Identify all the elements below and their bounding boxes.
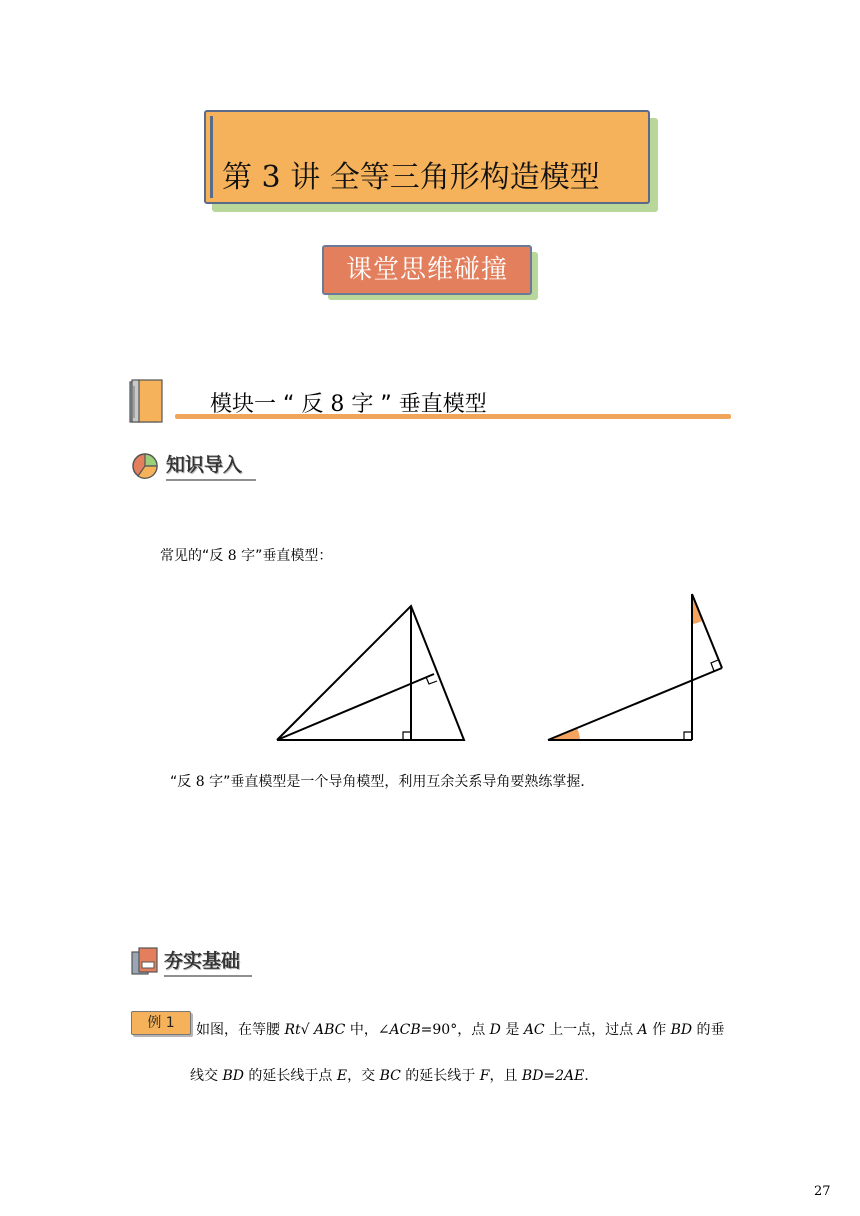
summary-text-after: 字”垂直模型是一个导角模型，利用互余关系导角要熟练掌握． [204, 774, 595, 790]
line2-run: 的延长线于点 [243, 1068, 337, 1084]
title-banner [204, 110, 650, 204]
line1-run: √ [300, 1022, 314, 1038]
section-basic-label: 夯实基础 [164, 950, 241, 972]
example-line-2 [190, 1066, 598, 1086]
module-title-part1: 模块一 “ 反 [210, 392, 331, 417]
line1-run: 作 [647, 1022, 671, 1038]
page-number: 27 [814, 1184, 831, 1199]
section-intro-underline [166, 479, 256, 481]
example-line-1 [196, 1020, 725, 1040]
line2-run: ，交 [347, 1068, 380, 1084]
line1-run: 的垂 [692, 1022, 725, 1038]
classroom-banner: 课堂思维碰撞 [322, 245, 532, 295]
figure-reverse-8-left [270, 600, 470, 745]
figure-reverse-8-right [540, 588, 730, 748]
module-title-number: 8 [330, 392, 345, 417]
line1-run: =90° [420, 1022, 458, 1038]
line1-run: BD [670, 1022, 693, 1038]
figure1-right-angle-mark-2 [426, 677, 437, 684]
line1-run: AC [523, 1022, 545, 1038]
line1-run: 上一点，过点 [544, 1022, 638, 1038]
line2-run: ，且 [489, 1068, 522, 1084]
module-title-part2: 字 ” 垂直模型 [344, 392, 487, 417]
line2-run: F [479, 1068, 490, 1084]
line1-run: A [637, 1022, 648, 1038]
figure2-short-side [692, 594, 722, 668]
books-icon [130, 946, 160, 976]
module-title [210, 390, 487, 420]
intro-text-after: 字”垂直模型： [236, 548, 333, 564]
line1-run: Rt [284, 1022, 301, 1038]
intro-text [160, 546, 332, 566]
line2-run: BD [222, 1068, 244, 1084]
intro-text-before: 常见的“反 [160, 548, 228, 564]
line1-run: ∠ACB [377, 1022, 421, 1038]
line1-run: 如图，在等腰 [196, 1022, 285, 1038]
figure2-slant [548, 668, 722, 740]
title-banner-stripe [210, 116, 213, 198]
line1-run: ABC [314, 1022, 346, 1038]
summary-text [170, 772, 594, 792]
line2-run: BD=2AE [521, 1068, 585, 1084]
line1-run: 是 [500, 1022, 524, 1038]
line2-run: BC [379, 1068, 401, 1084]
line2-run: 线交 [190, 1068, 223, 1084]
line2-run: E [336, 1068, 348, 1084]
line1-run: ，点 [457, 1022, 490, 1038]
summary-text-before: “反 [170, 774, 196, 790]
figure1-right-angle-mark [403, 732, 411, 740]
figure1-outer-triangle [277, 606, 464, 740]
line1-run: 中， [345, 1022, 378, 1038]
intro-text-number: 8 [227, 548, 237, 564]
title-prefix: 第 [222, 160, 252, 195]
title-number: 3 [261, 160, 281, 195]
figure2-right-angle-mark [684, 732, 692, 740]
example-tag: 例 1 [131, 1011, 191, 1035]
pie-chart-icon [130, 450, 160, 480]
summary-text-number: 8 [195, 774, 205, 790]
line2-run: 的延长线于 [400, 1068, 480, 1084]
line1-run: D [489, 1022, 501, 1038]
lecture-title [222, 158, 600, 198]
section-intro-label: 知识导入 [166, 454, 243, 476]
title-suffix: 讲 全等三角形构造模型 [290, 160, 600, 195]
line2-run: ． [584, 1068, 599, 1084]
section-basic-underline [164, 975, 252, 977]
book-icon [129, 378, 163, 424]
